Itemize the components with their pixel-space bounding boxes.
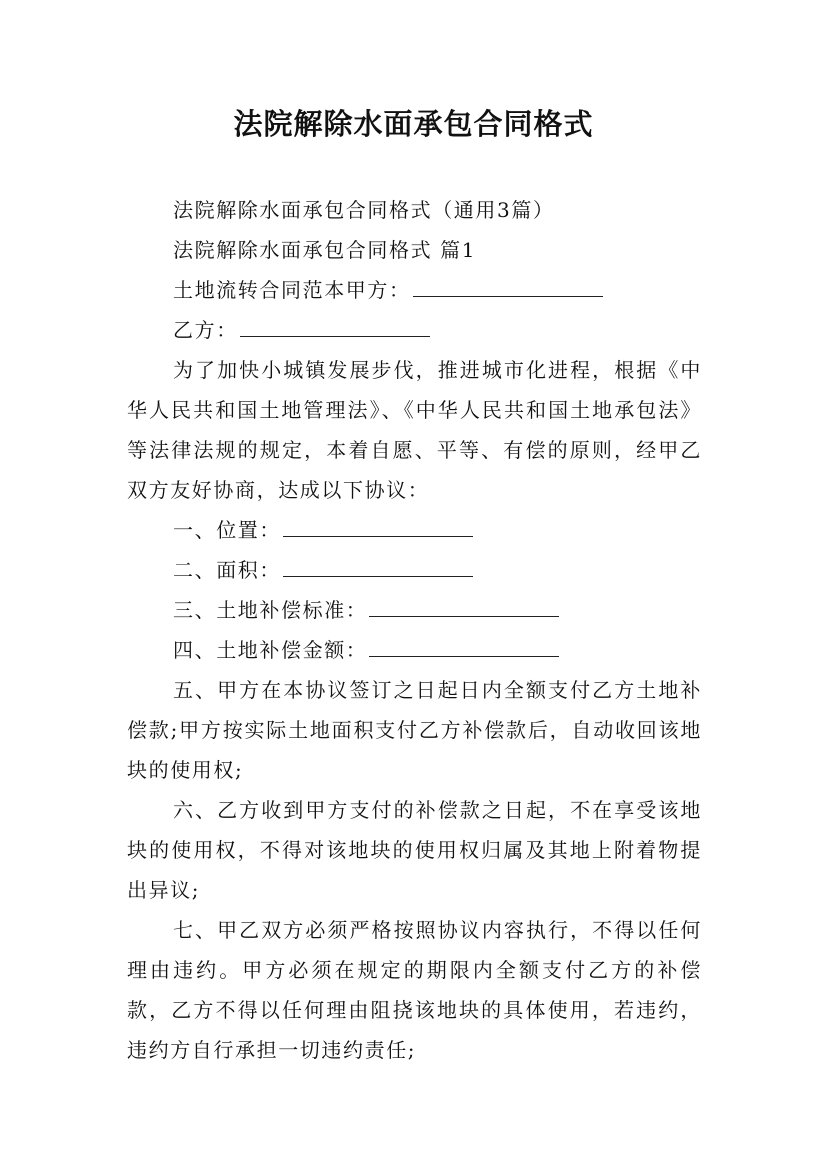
clause-compensation-standard: 三、土地补偿标准： <box>127 590 702 630</box>
clause-seven: 七、甲乙双方必须严格按照协议内容执行，不得以任何理由违约。甲方必须在规定的期限内全额支付乙方的补偿款，乙方不得以任何理由阻挠该地块的具体使用，若违约，违约方自行承担一切违约责任; <box>127 918 702 1062</box>
clause-location: 一、位置： <box>127 510 702 550</box>
document-body <box>127 190 702 1070</box>
subtitle-paragraph: 法院解除水面承包合同格式（通用3篇） <box>173 198 555 222</box>
preamble-paragraph: 为了加快小城镇发展步伐，推进城市化进程，根据《中华人民共和国土地管理法》、《中华人民共和国土地承包法》等法律法规的规定，本着自愿、平等、有偿的原则，经甲乙双方友好协商，达成以下协议： <box>127 358 702 502</box>
location-blank <box>283 535 473 537</box>
compensation-amount-blank <box>369 655 559 657</box>
section-heading: 法院解除水面承包合同格式 篇1 <box>173 238 477 262</box>
clause-six: 六、乙方收到甲方支付的补偿款之日起，不在享受该地块的使用权，不得对该地块的使用权归属及其地上附着物提出异议; <box>127 798 702 902</box>
clause-compensation-amount: 四、土地补偿金额： <box>127 630 702 670</box>
party-a-blank <box>413 295 603 297</box>
party-b-blank <box>240 335 430 337</box>
clause-area: 二、面积： <box>127 550 702 590</box>
compensation-standard-blank <box>369 615 559 617</box>
area-blank <box>283 575 473 577</box>
party-b-line: 乙方： <box>127 310 702 350</box>
clause-five: 五、甲方在本协议签订之日起日内全额支付乙方土地补偿款;甲方按实际土地面积支付乙方补偿款后，自动收回该地块的使用权; <box>127 678 702 782</box>
document-title: 法院解除水面承包合同格式 <box>233 107 594 141</box>
party-a-line: 土地流转合同范本甲方： <box>127 270 702 310</box>
